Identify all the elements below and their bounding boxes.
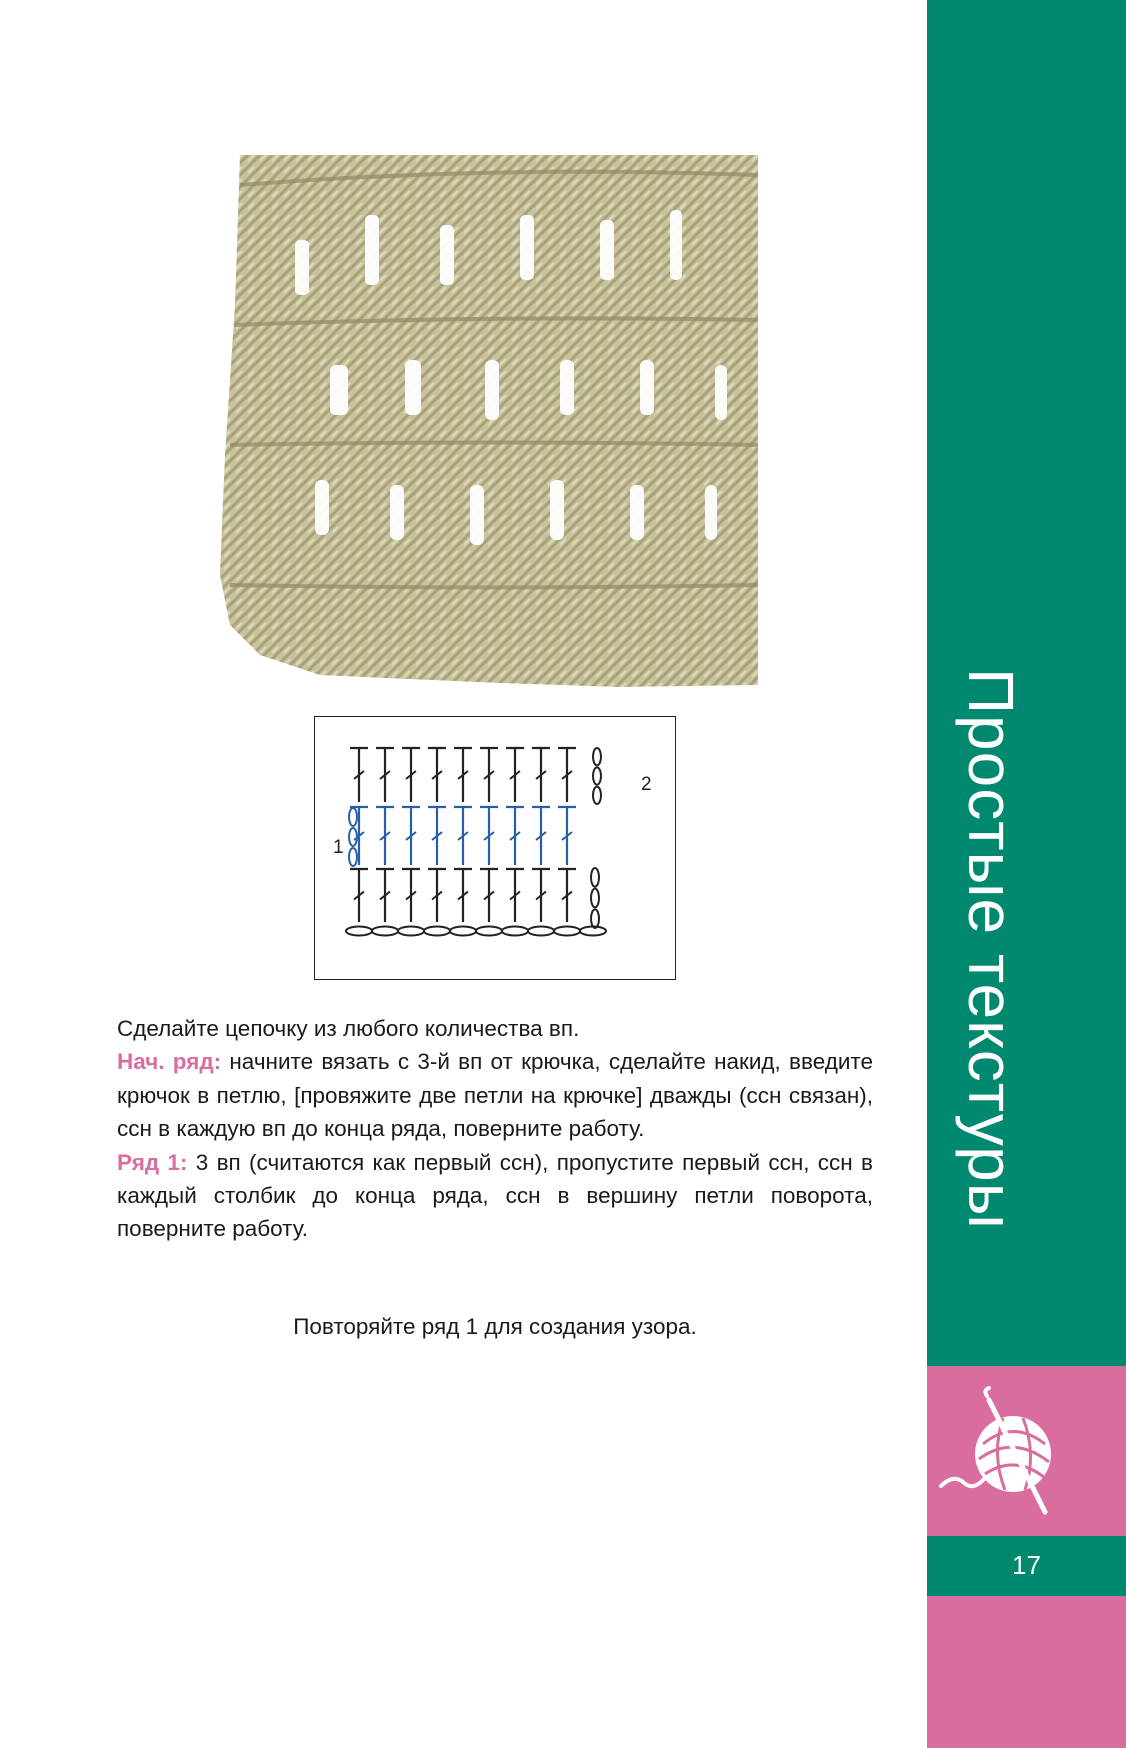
turning-chain-row1 [349,808,357,826]
chain-stitch [502,927,528,936]
row1-paragraph [117,1146,873,1246]
instructions [117,1012,873,1246]
sidebar-page-band [927,1536,1126,1596]
turning-chain-foundation [591,909,599,928]
row1-label: Ряд 1: [117,1149,188,1175]
yarn-ball-hook-icon [933,1374,1083,1524]
chain-stitch [528,927,554,936]
chain-stitch [372,927,398,936]
sidebar-bottom-band [927,1596,1126,1748]
start-row-paragraph [117,1045,873,1145]
turning-chain-row1 [349,828,357,846]
start-row-text: начните вязать с 3-й вп от крючка, сделайте накид, введите крючок в петлю, [провяжите две петли на крючке] дважды (ссн связан), ссн в каждую вп до конца ряда, поверните работу. [117,1049,873,1142]
sidebar-title-band [927,0,1126,1366]
turning-chain-foundation [591,868,599,887]
turning-chain-row2 [593,767,601,784]
diagram-chart [315,717,677,981]
section-title: Простые текстуры [955,668,1027,1230]
turning-chain-row2 [593,748,601,765]
row-label-2: 2 [641,774,652,795]
sidebar-icon-band [927,1366,1126,1536]
crochet-swatch-photo [200,155,758,715]
chain-stitch [554,927,580,936]
row-label-1: 1 [333,837,344,858]
chain-stitch [346,927,372,936]
chain-stitch [450,927,476,936]
chain-stitch [398,927,424,936]
page-number: 17 [1012,1550,1041,1580]
row1-text: 3 вп (считаются как первый ссн), пропустите первый ссн, ссн в каждый столбик до конца ряда, ссн в вершину петли поворота, поверните работу. [117,1149,873,1242]
start-row-label: Нач. ряд: [117,1049,222,1075]
intro-text: Сделайте цепочку из любого количества вп. [117,1016,580,1041]
crochet-symbol-diagram [314,716,676,980]
repeat-instruction: Повторяйте ряд 1 для создания узора. [293,1314,697,1339]
chain-stitch [476,927,502,936]
turning-chain-foundation [591,889,599,908]
turning-chain-row2 [593,787,601,804]
sidebar [927,0,1126,1748]
turning-chain-row1 [349,848,357,866]
chain-stitch [424,927,450,936]
